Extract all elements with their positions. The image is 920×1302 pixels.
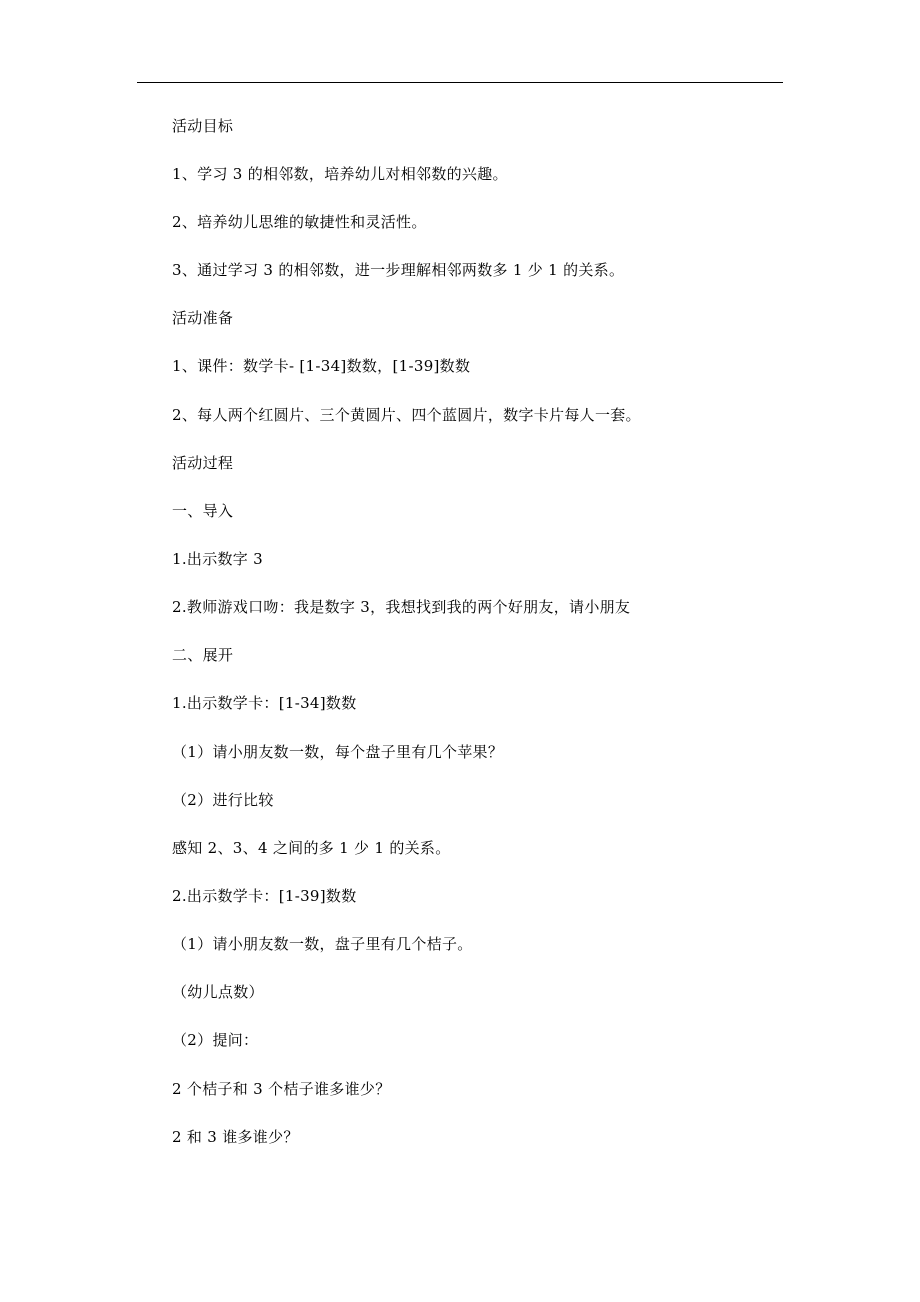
expand-step-1-sub-1: （1）请小朋友数一数，每个盘子里有几个苹果？ bbox=[172, 743, 504, 761]
header-rule bbox=[137, 82, 783, 83]
question-2: 2 和 3 谁多谁少？ bbox=[172, 1128, 299, 1146]
goal-item-3: 3、通过学习 3 的相邻数，进一步理解相邻两数多 1 少 1 的关系。 bbox=[172, 261, 625, 279]
question-1: 2 个桔子和 3 个桔子谁多谁少？ bbox=[172, 1080, 391, 1098]
expand-step-1: 1.出示数学卡：[1-34]数数 bbox=[172, 694, 357, 712]
goal-item-1: 1、学习 3 的相邻数，培养幼儿对相邻数的兴趣。 bbox=[172, 165, 508, 183]
section-heading-goals: 活动目标 bbox=[172, 117, 234, 135]
intro-step-2: 2.教师游戏口吻：我是数字 3，我想找到我的两个好朋友，请小朋友 bbox=[172, 598, 631, 616]
section-heading-preparation: 活动准备 bbox=[172, 309, 234, 327]
expand-step-2-note: （幼儿点数） bbox=[172, 983, 264, 1001]
subheading-intro: 一、导入 bbox=[172, 502, 234, 520]
section-heading-process: 活动过程 bbox=[172, 454, 234, 472]
preparation-item-2: 2、每人两个红圆片、三个黄圆片、四个蓝圆片，数字卡片每人一套。 bbox=[172, 406, 641, 424]
goal-item-2: 2、培养幼儿思维的敏捷性和灵活性。 bbox=[172, 213, 427, 231]
expand-step-2-sub-2: （2）提问： bbox=[172, 1031, 259, 1049]
expand-step-1-note: 感知 2、3、4 之间的多 1 少 1 的关系。 bbox=[172, 839, 451, 857]
expand-step-1-sub-2: （2）进行比较 bbox=[172, 791, 274, 809]
subheading-expand: 二、展开 bbox=[172, 646, 234, 664]
expand-step-2: 2.出示数学卡：[1-39]数数 bbox=[172, 887, 357, 905]
intro-step-1: 1.出示数字 3 bbox=[172, 550, 264, 568]
preparation-item-1: 1、课件：数学卡- [1-34]数数，[1-39]数数 bbox=[172, 357, 471, 375]
expand-step-2-sub-1: （1）请小朋友数一数，盘子里有几个桔子。 bbox=[172, 935, 473, 953]
